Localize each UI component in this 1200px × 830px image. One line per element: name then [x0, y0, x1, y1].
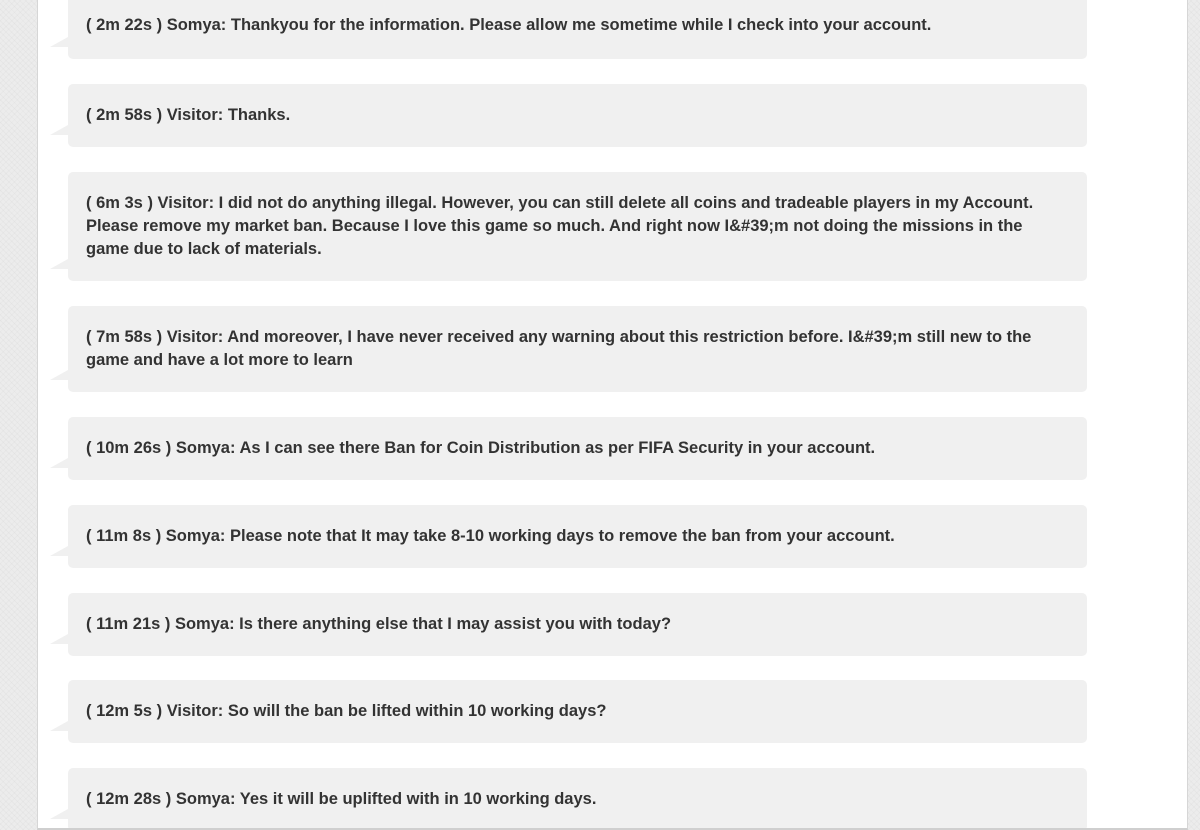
chat-message-bubble: [68, 0, 1087, 59]
chat-message-text: ( 2m 58s ) Visitor: Thanks.: [86, 106, 291, 124]
chat-message-text: ( 11m 21s ) Somya: Is there anything else that I may assist you with today?: [86, 615, 672, 633]
chat-message-text: ( 12m 28s ) Somya: Yes it will be uplifted with in 10 working days.: [86, 790, 597, 808]
chat-message-bubble: [68, 768, 1087, 830]
chat-message-text: ( 10m 26s ) Somya: As I can see there Ban for Coin Distribution as per FIFA Security in your account.: [86, 439, 876, 457]
chat-message-bubble: [68, 172, 1087, 281]
chat-message-text: ( 7m 58s ) Visitor: And moreover, I have never received any warning about this restriction before. I&#39;m still new to the game and have a lot more to learn: [86, 328, 1032, 369]
chat-message-text: ( 2m 22s ) Somya: Thankyou for the information. Please allow me sometime while I check into your account.: [86, 16, 932, 34]
chat-message-bubble: [68, 306, 1087, 392]
chat-message-bubble: [68, 505, 1087, 568]
chat-message-bubble: [68, 417, 1087, 480]
chat-message-text: ( 6m 3s ) Visitor: I did not do anything illegal. However, you can still delete all coins and tradeable players in my Account. Please remove my market ban. Because I love this game so much. And right now I&#39;m not doing the missions in the game due to lack of materials.: [86, 194, 1034, 258]
chat-message-bubble: [68, 593, 1087, 656]
chat-message-bubble: [68, 680, 1087, 743]
chat-message-bubble: [68, 84, 1087, 147]
chat-transcript-panel: [37, 0, 1188, 830]
chat-message-text: ( 11m 8s ) Somya: Please note that It may take 8-10 working days to remove the ban from your account.: [86, 527, 895, 545]
chat-message-text: ( 12m 5s ) Visitor: So will the ban be lifted within 10 working days?: [86, 702, 607, 720]
